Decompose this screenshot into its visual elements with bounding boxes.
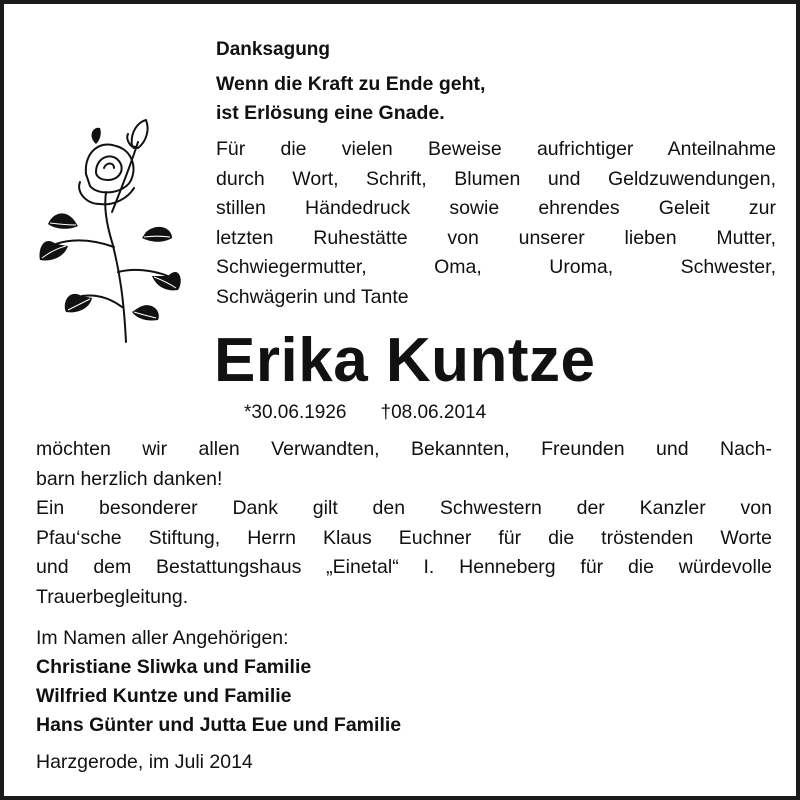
body-line: Trauerbegleitung. bbox=[36, 585, 189, 608]
body-line: Pfau‘sche Stiftung, Herrn Klaus Euchner für die tröstenden Worte bbox=[36, 526, 772, 549]
birth-date: *30.06.1926 bbox=[244, 402, 347, 423]
family-name: Hans Günter und Jutta Eue und Familie bbox=[36, 714, 402, 736]
intro-line: Schwiegermutter, Oma, Uroma, Schwester, bbox=[216, 256, 776, 279]
motto bbox=[216, 70, 776, 128]
motto-line: Wenn die Kraft zu Ende geht, bbox=[216, 73, 486, 95]
family-name: Christiane Sliwka und Familie bbox=[36, 656, 312, 678]
intro-line: stillen Händedruck sowie ehrendes Geleit zur bbox=[216, 197, 776, 220]
intro-line: durch Wort, Schrift, Blumen und Geldzuwendungen, bbox=[216, 167, 776, 190]
signature-intro: Im Namen aller Angehörigen: bbox=[36, 627, 289, 649]
thanks-paragraph bbox=[36, 435, 772, 612]
body-line: möchten wir allen Verwandten, Bekannten, Freunden und Nach- bbox=[36, 438, 772, 460]
rose-icon bbox=[34, 112, 184, 352]
header-block bbox=[216, 32, 776, 313]
life-dates bbox=[244, 400, 486, 426]
place-date: Harzgerode, im Juli 2014 bbox=[36, 751, 253, 773]
motto-line: ist Erlösung eine Gnade. bbox=[216, 102, 445, 124]
intro-line: Schwägerin und Tante bbox=[216, 285, 409, 308]
body-line: und dem Bestattungshaus „Einetal“ I. Henneberg für die würdevolle bbox=[36, 556, 772, 578]
deceased-name: Erika Kuntze bbox=[214, 326, 596, 395]
intro-line: Für die vielen Beweise aufrichtiger Anteilnahme bbox=[216, 138, 776, 160]
death-date: †08.06.2014 bbox=[380, 402, 487, 423]
intro-paragraph bbox=[216, 135, 776, 313]
heading: Danksagung bbox=[216, 39, 331, 60]
body-line: Ein besonderer Dank gilt den Schwestern der Kanzler von bbox=[36, 497, 772, 519]
family-name: Wilfried Kuntze und Familie bbox=[36, 685, 292, 707]
intro-line: letzten Ruhestätte von unserer lieben Mutter, bbox=[216, 226, 776, 249]
body-line: barn herzlich danken! bbox=[36, 467, 223, 490]
signature-block bbox=[36, 624, 772, 740]
